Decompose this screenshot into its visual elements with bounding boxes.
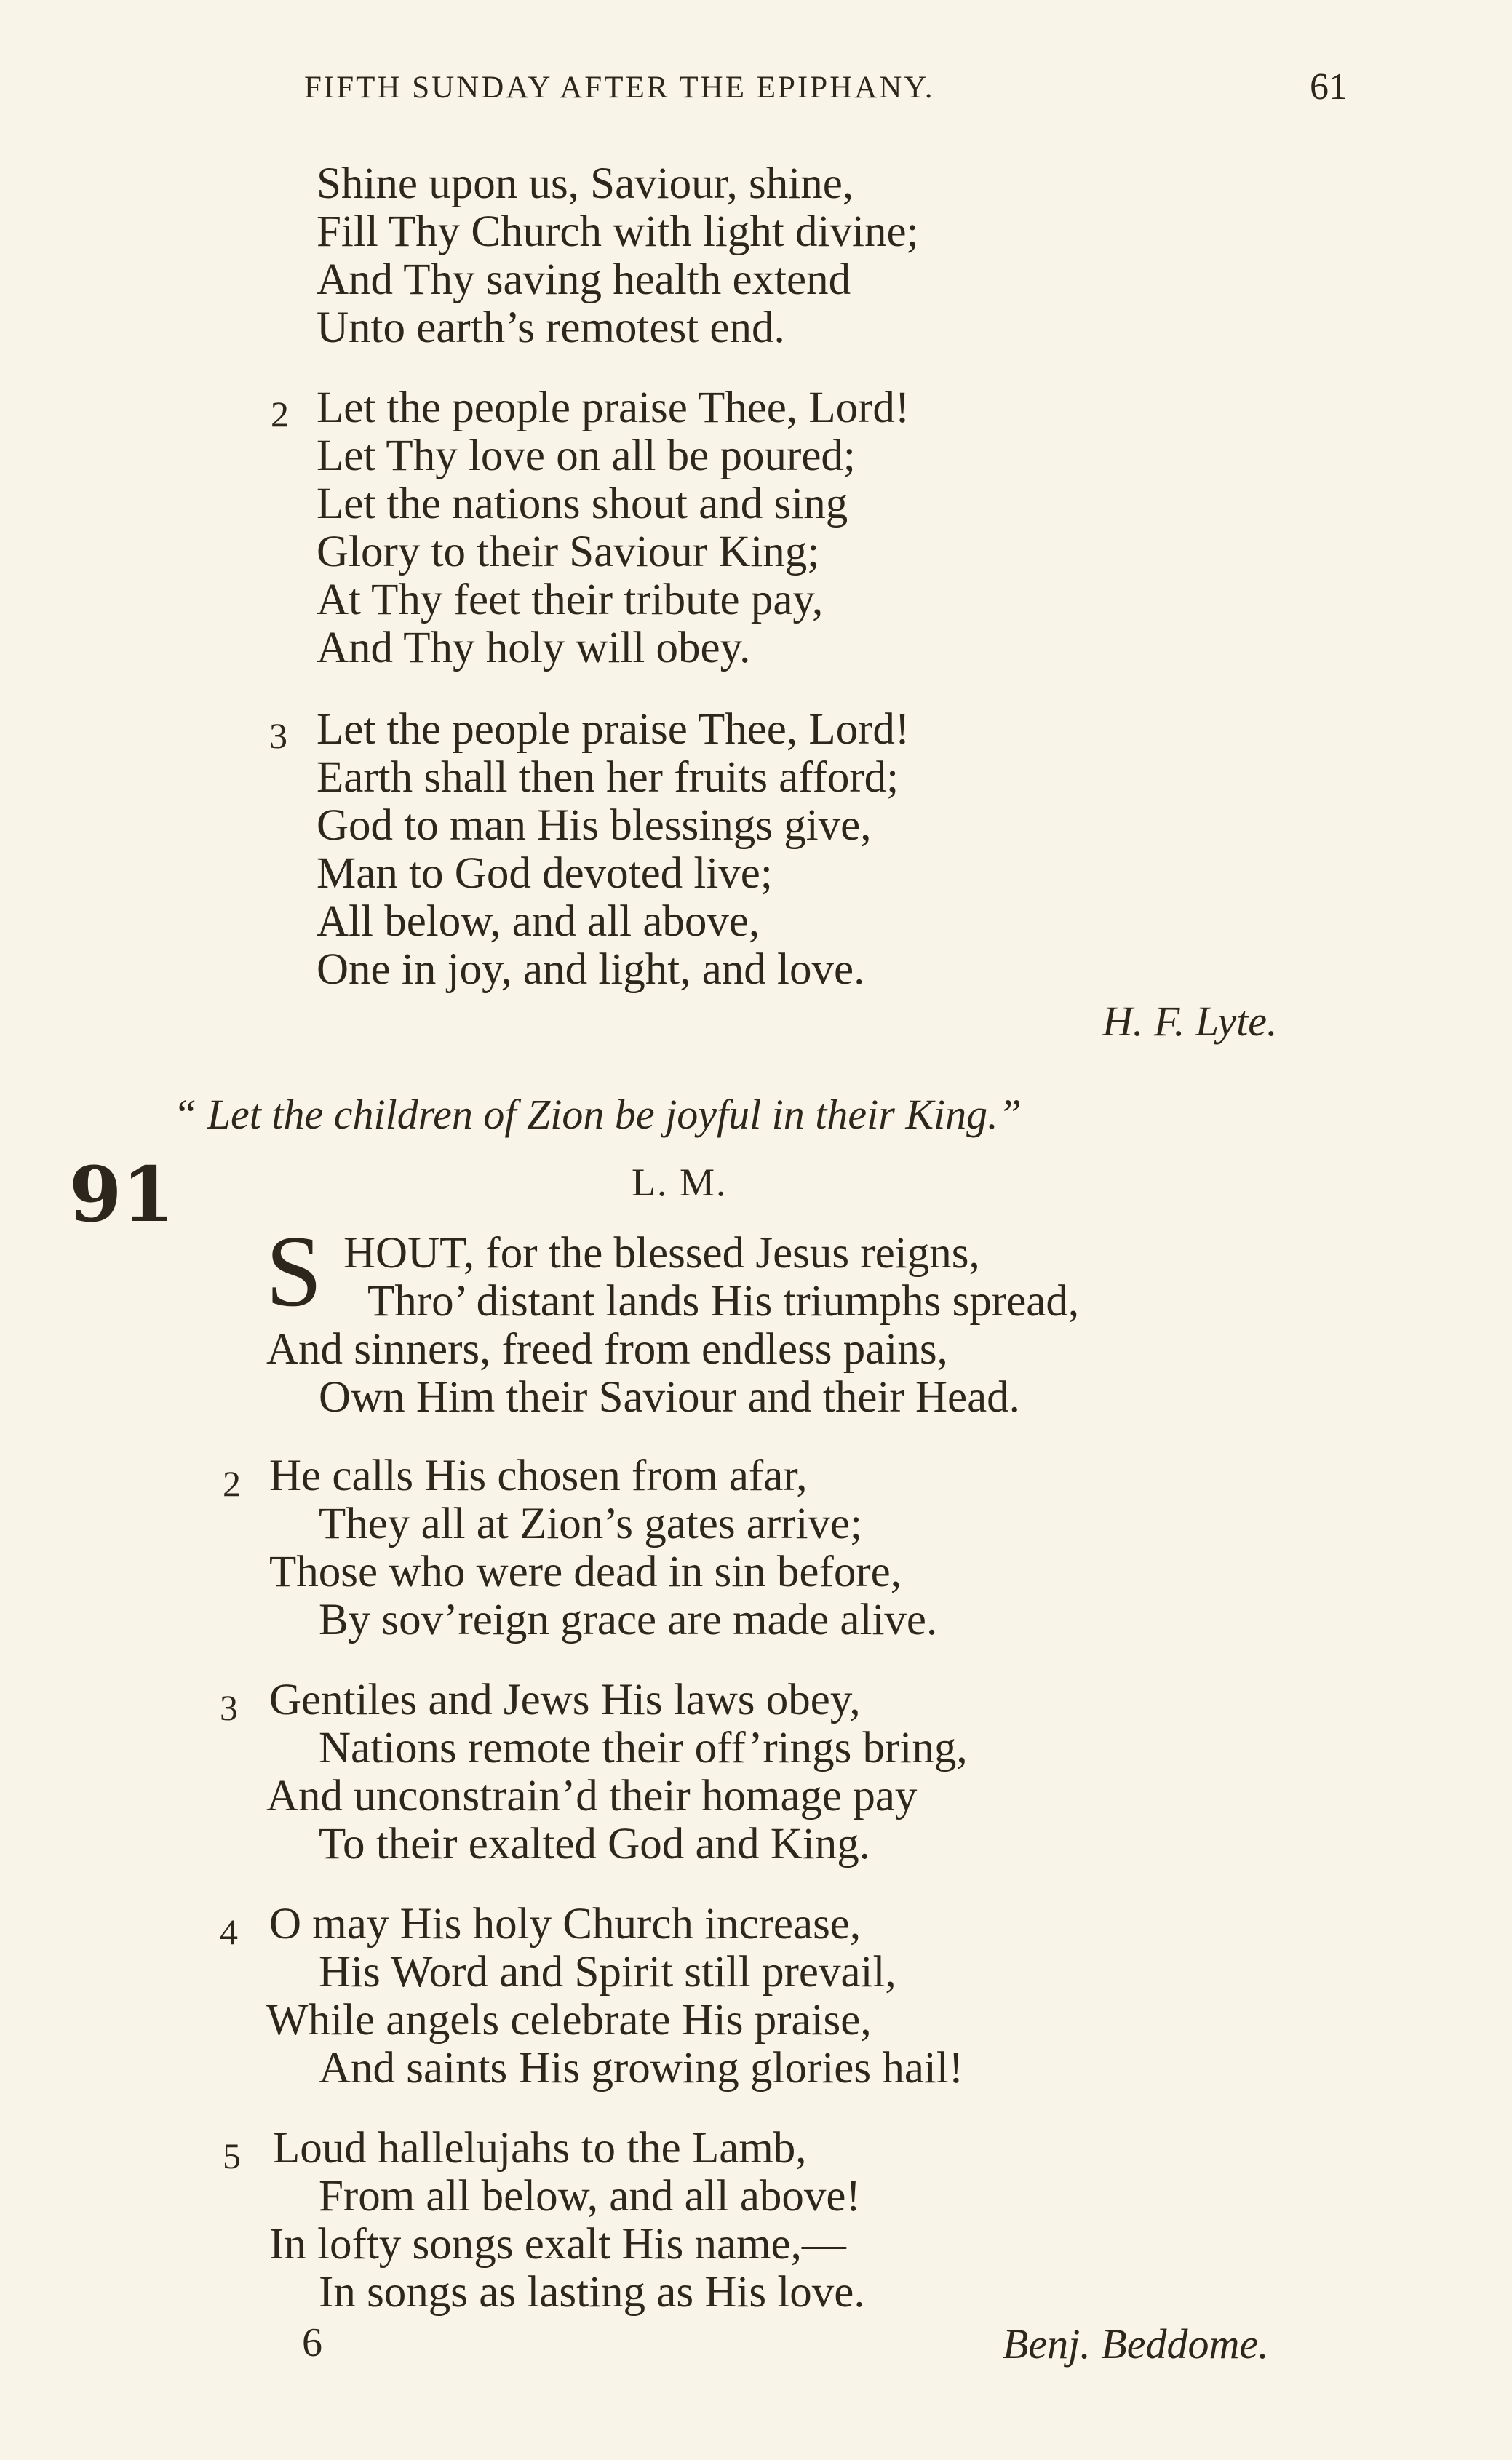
verse-line: His Word and Spirit still prevail, [319,1948,896,1997]
verse-line: HOUT, for the blessed Jesus reigns, [343,1229,980,1278]
running-title: FIFTH SUNDAY AFTER THE EPIPHANY. [304,71,935,105]
verse-line: Loud hallelujahs to the Lamb, [273,2124,807,2173]
epigraph: “ Let the children of Zion be joyful in their King.” [173,1091,1022,1138]
verse-line: Fill Thy Church with light divine; [317,207,919,256]
verse-line: While angels celebrate His praise, [266,1996,872,2045]
hymn-meter: L. M. [632,1161,728,1204]
stanza-number: 5 [223,2135,241,2176]
verse-line: Man to God devoted live; [317,849,773,898]
stanza-number: 4 [220,1911,238,1952]
verse-line: Earth shall then her fruits afford; [317,753,899,802]
stanza-number: 2 [271,394,289,434]
verse-line: O may His holy Church increase, [269,1900,862,1949]
verse-line: Own Him their Saviour and their Head. [319,1373,1020,1422]
verse-line: All below, and all above, [317,897,760,946]
verse-line: And Thy saving health extend [317,255,851,304]
verse-line: Let the people praise Thee, Lord! [317,705,910,754]
verse-line: Those who were dead in sin before, [269,1548,902,1596]
verse-line: God to man His blessings give, [317,801,872,850]
verse-line: They all at Zion’s gates arrive; [319,1500,862,1548]
verse-line: Nations remote their off’rings bring, [319,1724,968,1772]
verse-line: And saints His growing glories hail! [319,2044,964,2093]
verse-line: Gentiles and Jews His laws obey, [269,1676,861,1724]
verse-line: Unto earth’s remotest end. [317,303,785,352]
verse-line: In songs as lasting as His love. [319,2268,865,2317]
verse-line: And unconstrain’d their homage pay [266,1772,918,1820]
verse-line: And sinners, freed from endless pains, [266,1325,948,1374]
stanza-number: 3 [269,715,287,756]
verse-line: One in joy, and light, and love. [317,945,865,994]
stanza-number: 2 [223,1463,241,1504]
hymn-author: H. F. Lyte. [1102,998,1278,1045]
stanza-number: 3 [220,1687,238,1728]
hymn-author: Benj. Beddome. [1003,2320,1269,2368]
verse-line: From all below, and all above! [319,2172,861,2221]
signature-mark: 6 [302,2320,322,2365]
verse-line: Thro’ distant lands His triumphs spread, [367,1277,1080,1326]
verse-line: Let Thy love on all be poured; [317,431,856,480]
verse-line: Glory to their Saviour King; [317,528,820,576]
verse-line: Let the nations shout and sing [317,479,848,528]
verse-line: And Thy holy will obey. [317,624,751,672]
verse-line: Shine upon us, Saviour, shine, [317,159,854,208]
hymn-number: 91 [69,1150,175,1239]
verse-line: By sov’reign grace are made alive. [319,1596,938,1644]
page-number: 61 [1310,66,1348,108]
verse-line: To their exalted God and King. [319,1820,871,1868]
verse-line: Let the people praise Thee, Lord! [317,383,910,432]
verse-line: At Thy feet their tribute pay, [317,576,824,624]
verse-line: In lofty songs exalt His name,— [269,2220,846,2269]
verse-line: He calls His chosen from afar, [269,1452,808,1500]
drop-cap: S [266,1215,322,1328]
